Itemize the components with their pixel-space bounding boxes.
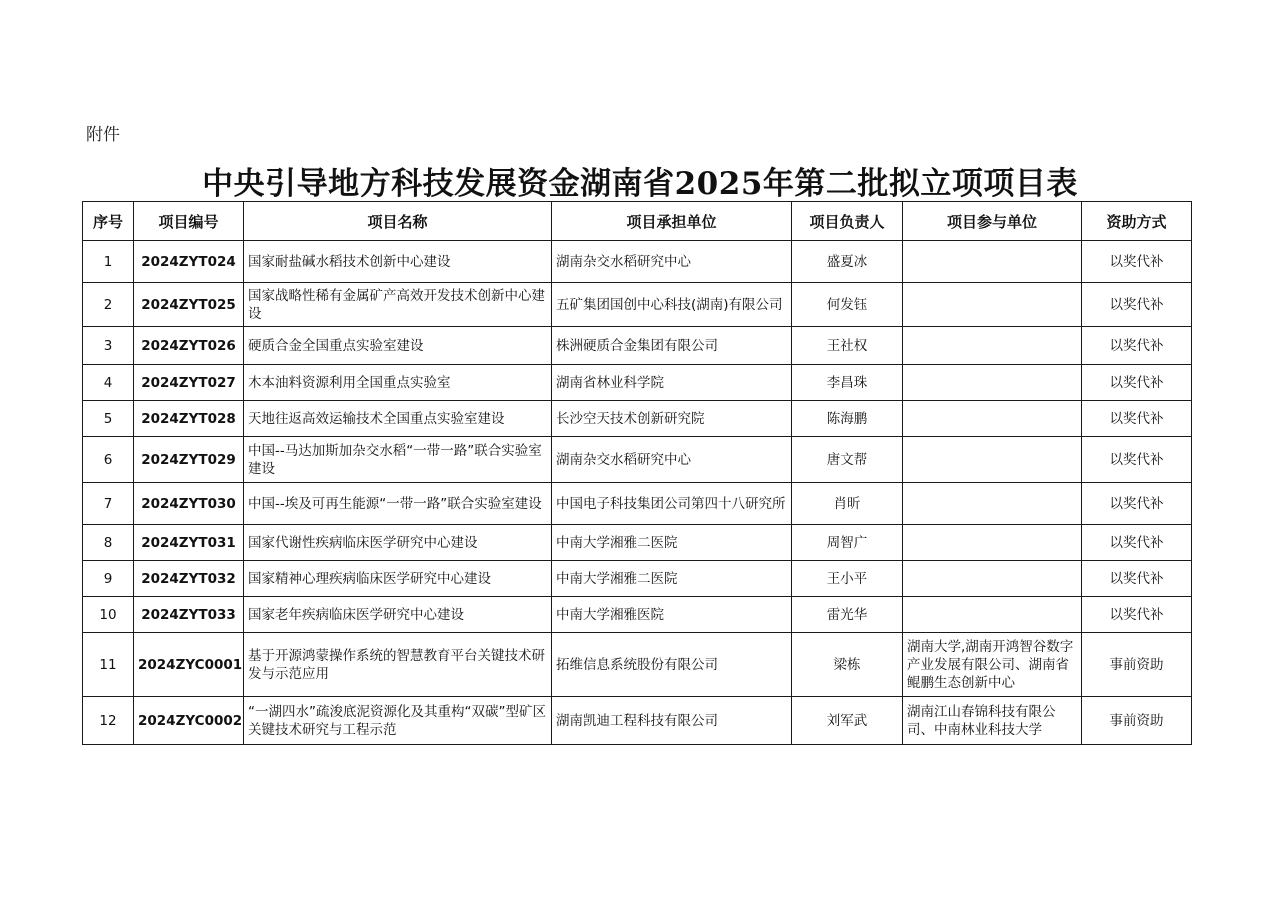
row-funding: 以奖代补 <box>1082 561 1192 597</box>
row-index: 4 <box>83 365 134 401</box>
row-funding: 以奖代补 <box>1082 283 1192 327</box>
table-row <box>83 437 1192 483</box>
row-code: 2024ZYT032 <box>134 561 244 597</box>
row-index: 6 <box>83 437 134 483</box>
row-unit: 五矿集团国创中心科技(湖南)有限公司 <box>552 283 792 327</box>
row-leader: 肖昕 <box>792 483 903 525</box>
row-unit: 湖南凯迪工程科技有限公司 <box>552 697 792 745</box>
table-row <box>83 697 1192 745</box>
row-unit: 中国电子科技集团公司第四十八研究所 <box>552 483 792 525</box>
row-name: 国家战略性稀有金属矿产高效开发技术创新中心建设 <box>244 283 552 327</box>
row-index: 12 <box>83 697 134 745</box>
header-leader: 项目负责人 <box>792 202 903 241</box>
row-participants <box>903 283 1082 327</box>
row-index: 5 <box>83 401 134 437</box>
row-leader: 梁栋 <box>792 633 903 697</box>
row-name: 国家老年疾病临床医学研究中心建设 <box>244 597 552 633</box>
row-code: 2024ZYT031 <box>134 525 244 561</box>
row-name: 硬质合金全国重点实验室建设 <box>244 327 552 365</box>
row-name: 木本油料资源利用全国重点实验室 <box>244 365 552 401</box>
row-unit: 湖南杂交水稻研究中心 <box>552 241 792 283</box>
row-funding: 以奖代补 <box>1082 483 1192 525</box>
row-participants <box>903 437 1082 483</box>
header-funding: 资助方式 <box>1082 202 1192 241</box>
header-unit: 项目承担单位 <box>552 202 792 241</box>
row-leader: 李昌珠 <box>792 365 903 401</box>
row-code: 2024ZYT026 <box>134 327 244 365</box>
table-row <box>83 365 1192 401</box>
row-unit: 湖南省林业科学院 <box>552 365 792 401</box>
row-leader: 王社权 <box>792 327 903 365</box>
row-participants <box>903 365 1082 401</box>
row-code: 2024ZYT029 <box>134 437 244 483</box>
table-row <box>83 241 1192 283</box>
row-code: 2024ZYC0002 <box>134 697 244 745</box>
row-leader: 盛夏冰 <box>792 241 903 283</box>
row-code: 2024ZYT033 <box>134 597 244 633</box>
table-row <box>83 525 1192 561</box>
attachment-label: 附件 <box>86 125 120 145</box>
header-index: 序号 <box>83 202 134 241</box>
row-funding: 事前资助 <box>1082 633 1192 697</box>
row-participants <box>903 597 1082 633</box>
row-name: 中国--马达加斯加杂交水稻“一带一路”联合实验室建设 <box>244 437 552 483</box>
row-participants <box>903 525 1082 561</box>
row-leader: 周智广 <box>792 525 903 561</box>
document-title: 中央引导地方科技发展资金湖南省2025年第二批拟立项项目表 <box>202 166 1078 202</box>
row-name: 天地往返高效运输技术全国重点实验室建设 <box>244 401 552 437</box>
row-participants <box>903 327 1082 365</box>
table-row <box>83 483 1192 525</box>
row-unit: 拓维信息系统股份有限公司 <box>552 633 792 697</box>
row-unit: 长沙空天技术创新研究院 <box>552 401 792 437</box>
row-funding: 以奖代补 <box>1082 241 1192 283</box>
row-unit: 中南大学湘雅医院 <box>552 597 792 633</box>
row-leader: 唐文帮 <box>792 437 903 483</box>
row-unit: 中南大学湘雅二医院 <box>552 525 792 561</box>
row-index: 8 <box>83 525 134 561</box>
project-table <box>82 201 1192 745</box>
row-unit: 株洲硬质合金集团有限公司 <box>552 327 792 365</box>
table-row <box>83 283 1192 327</box>
row-participants: 湖南江山春锦科技有限公司、中南林业科技大学 <box>903 697 1082 745</box>
row-leader: 雷光华 <box>792 597 903 633</box>
header-name: 项目名称 <box>244 202 552 241</box>
row-leader: 刘军武 <box>792 697 903 745</box>
row-participants <box>903 401 1082 437</box>
row-funding: 事前资助 <box>1082 697 1192 745</box>
row-unit: 湖南杂交水稻研究中心 <box>552 437 792 483</box>
row-code: 2024ZYT027 <box>134 365 244 401</box>
row-code: 2024ZYC0001 <box>134 633 244 697</box>
row-index: 9 <box>83 561 134 597</box>
row-unit: 中南大学湘雅二医院 <box>552 561 792 597</box>
row-leader: 何发钰 <box>792 283 903 327</box>
row-participants: 湖南大学,湖南开鸿智谷数字产业发展有限公司、湖南省鲲鹏生态创新中心 <box>903 633 1082 697</box>
row-name: “一湖四水”疏浚底泥资源化及其重构“双碳”型矿区关键技术研究与工程示范 <box>244 697 552 745</box>
row-code: 2024ZYT024 <box>134 241 244 283</box>
row-funding: 以奖代补 <box>1082 327 1192 365</box>
row-leader: 王小平 <box>792 561 903 597</box>
row-funding: 以奖代补 <box>1082 525 1192 561</box>
row-participants <box>903 561 1082 597</box>
table-row <box>83 633 1192 697</box>
row-index: 10 <box>83 597 134 633</box>
row-name: 国家耐盐碱水稻技术创新中心建设 <box>244 241 552 283</box>
row-name: 国家精神心理疾病临床医学研究中心建设 <box>244 561 552 597</box>
row-code: 2024ZYT025 <box>134 283 244 327</box>
row-index: 3 <box>83 327 134 365</box>
header-code: 项目编号 <box>134 202 244 241</box>
row-code: 2024ZYT030 <box>134 483 244 525</box>
row-name: 中国--埃及可再生能源“一带一路”联合实验室建设 <box>244 483 552 525</box>
row-index: 11 <box>83 633 134 697</box>
row-leader: 陈海鹏 <box>792 401 903 437</box>
row-funding: 以奖代补 <box>1082 597 1192 633</box>
table-row <box>83 561 1192 597</box>
header-row <box>83 202 1192 241</box>
header-participants: 项目参与单位 <box>903 202 1082 241</box>
row-index: 7 <box>83 483 134 525</box>
row-index: 2 <box>83 283 134 327</box>
table-row <box>83 327 1192 365</box>
row-funding: 以奖代补 <box>1082 401 1192 437</box>
row-participants <box>903 483 1082 525</box>
row-index: 1 <box>83 241 134 283</box>
row-funding: 以奖代补 <box>1082 365 1192 401</box>
row-name: 国家代谢性疾病临床医学研究中心建设 <box>244 525 552 561</box>
row-name: 基于开源鸿蒙操作系统的智慧教育平台关键技术研发与示范应用 <box>244 633 552 697</box>
row-participants <box>903 241 1082 283</box>
table-row <box>83 597 1192 633</box>
table-row <box>83 401 1192 437</box>
row-code: 2024ZYT028 <box>134 401 244 437</box>
row-funding: 以奖代补 <box>1082 437 1192 483</box>
